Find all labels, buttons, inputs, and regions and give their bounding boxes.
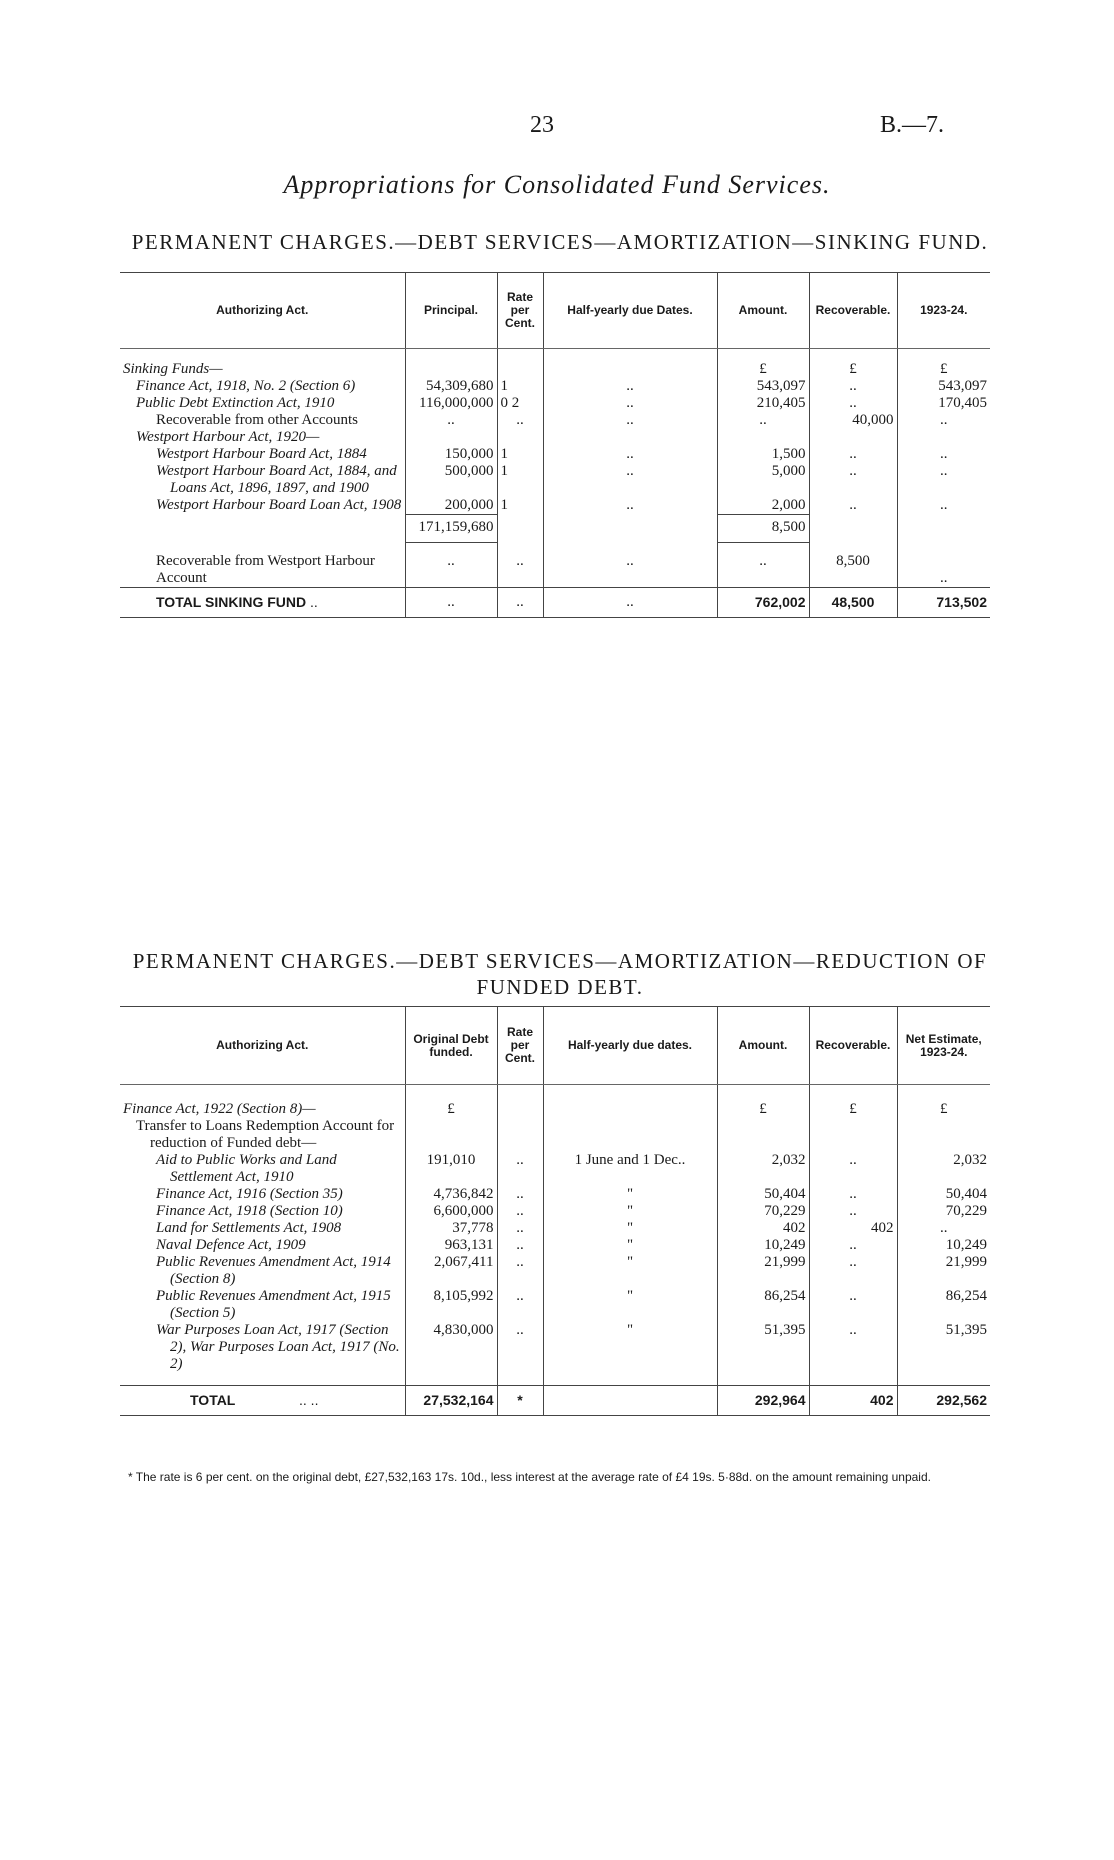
rate-cell: .. (497, 1152, 543, 1186)
total-row (120, 1386, 990, 1416)
amount-cell: 2,000 (717, 497, 809, 515)
act-name: Naval Defence Act, 1909 (156, 1237, 306, 1253)
recoverable-cell: .. (809, 1288, 897, 1322)
recoverable-cell: .. (809, 1203, 897, 1220)
dates-cell: .. (543, 587, 717, 617)
table-row (120, 1254, 990, 1288)
estimate-cell: 10,249 (897, 1237, 990, 1254)
section-description: Transfer to Loans Redemption Account for reduction of Funded debt— (136, 1118, 395, 1151)
estimate-cell: 21,999 (897, 1254, 990, 1288)
act-name: Recoverable from Westport Harbour Account (156, 552, 375, 586)
column-header: Authorizing Act. (120, 273, 405, 349)
table-header-row (120, 273, 990, 349)
estimate-cell: .. (897, 463, 990, 497)
rate-cell: .. (497, 1288, 543, 1322)
total-amount: 292,964 (717, 1386, 809, 1416)
act-name: Public Revenues Amendment Act, 1915 (Section 5) (156, 1288, 391, 1321)
table-row (120, 412, 990, 429)
amount-cell: 543,097 (717, 378, 809, 395)
recoverable-cell: .. (809, 446, 897, 463)
table-row (120, 1152, 990, 1186)
debt-cell: 4,736,842 (405, 1186, 497, 1203)
recoverable-cell: .. (809, 1322, 897, 1373)
rate-cell: 1 (497, 446, 543, 463)
dates-cell: " (543, 1203, 717, 1220)
recoverable-cell: 402 (809, 1220, 897, 1237)
dates-cell: " (543, 1186, 717, 1203)
document-reference: B.—7. (880, 112, 945, 138)
amount-cell: 1,500 (717, 446, 809, 463)
currency-symbol: £ (897, 361, 990, 378)
dates-cell: " (543, 1322, 717, 1373)
dates-cell: .. (543, 497, 717, 515)
page-number: 23 (530, 112, 554, 138)
column-header: 1923-24. (897, 273, 990, 349)
estimate-cell: .. (897, 412, 990, 429)
column-header: Authorizing Act. (120, 1007, 405, 1085)
debt-cell: 2,067,411 (405, 1254, 497, 1288)
column-header: Recoverable. (809, 273, 897, 349)
act-name: Westport Harbour Board Act, 1884, and Loans Act, 1896, 1897, and 1900 (156, 463, 397, 496)
dates-cell: .. (543, 463, 717, 497)
act-name: Finance Act, 1916 (Section 35) (156, 1186, 343, 1202)
table-row (120, 1186, 990, 1203)
rate-cell: 1 (497, 463, 543, 497)
act-name: Land for Settlements Act, 1908 (156, 1220, 342, 1236)
act-name: Aid to Public Works and Land Settlement Act, 1910 (156, 1152, 337, 1185)
amount-cell: 86,254 (717, 1288, 809, 1322)
rate-cell: .. (497, 412, 543, 429)
principal-cell: 150,000 (405, 446, 497, 463)
estimate-cell: 70,229 (897, 1203, 990, 1220)
amount-cell: 402 (717, 1220, 809, 1237)
amount-cell: .. (717, 553, 809, 588)
rate-cell: .. (497, 1220, 543, 1237)
total-label: TOTAL SINKING FUND .. (120, 587, 405, 617)
amount-cell: 210,405 (717, 395, 809, 412)
total-amount: 762,002 (717, 587, 809, 617)
act-name: Public Debt Extinction Act, 1910 (136, 395, 335, 411)
act-name: Westport Harbour Board Act, 1884 (156, 446, 367, 462)
amount-cell: 50,404 (717, 1186, 809, 1203)
dates-cell: " (543, 1254, 717, 1288)
estimate-cell: 170,405 (897, 395, 990, 412)
principal-cell: .. (405, 412, 497, 429)
act-name: War Purposes Loan Act, 1917 (Section 2), War Purposes Loan Act, 1917 (No. 2) (156, 1322, 400, 1372)
currency-symbol: £ (809, 361, 897, 378)
section-label: Sinking Funds— (123, 361, 223, 377)
amount-cell: 5,000 (717, 463, 809, 497)
principal-cell: 500,000 (405, 463, 497, 497)
recoverable-cell: 8,500 (809, 553, 897, 588)
table-row (120, 1101, 990, 1118)
table-row (120, 497, 990, 515)
recoverable-cell: .. (809, 395, 897, 412)
amount-cell: 10,249 (717, 1237, 809, 1254)
recoverable-cell: .. (809, 1254, 897, 1288)
currency-symbol: £ (809, 1101, 897, 1118)
footnote: * The rate is 6 per cent. on the original debt, £27,532,163 17s. 10d., less interest at the average rate of £4 19s. 5·88d. on the amount remaining unpaid. (128, 1470, 931, 1484)
recoverable-cell: .. (809, 378, 897, 395)
column-header: Amount. (717, 273, 809, 349)
table-row (120, 361, 990, 378)
column-header: Original Debt funded. (405, 1007, 497, 1085)
currency-symbol: £ (897, 1101, 990, 1118)
amount-cell: 21,999 (717, 1254, 809, 1288)
rate-cell: .. (497, 1237, 543, 1254)
total-recoverable: 402 (809, 1386, 897, 1416)
rate-cell: .. (497, 1254, 543, 1288)
amount-cell: .. (717, 412, 809, 429)
table-row (120, 1288, 990, 1322)
currency-symbol: £ (405, 1101, 497, 1118)
table-row (120, 1322, 990, 1373)
debt-cell: 6,600,000 (405, 1203, 497, 1220)
act-name: Recoverable from other Accounts (156, 412, 359, 428)
estimate-cell: 2,032 (897, 1152, 990, 1186)
currency-symbol: £ (717, 1101, 809, 1118)
dates-cell: .. (543, 378, 717, 395)
estimate-cell: .. (897, 1220, 990, 1237)
column-header: Amount. (717, 1007, 809, 1085)
total-row (120, 587, 990, 617)
rate-cell: .. (497, 1203, 543, 1220)
table-row (120, 1203, 990, 1220)
column-header: Net Estimate, 1923-24. (897, 1007, 990, 1085)
principal-cell: 116,000,000 (405, 395, 497, 412)
column-header: Half-yearly due dates. (543, 1007, 717, 1085)
table-row (120, 395, 990, 412)
recoverable-cell: .. (809, 497, 897, 515)
total-label: TOTAL .. .. (120, 1386, 405, 1416)
amount-cell: 51,395 (717, 1322, 809, 1373)
estimate-cell: .. (897, 446, 990, 463)
column-header: Principal. (405, 273, 497, 349)
recoverable-cell: 40,000 (809, 412, 897, 429)
table-row (120, 1220, 990, 1237)
principal-cell: 54,309,680 (405, 378, 497, 395)
subtotal-amount: 8,500 (717, 515, 809, 543)
act-name: Westport Harbour Board Loan Act, 1908 (156, 497, 402, 513)
amount-cell: 2,032 (717, 1152, 809, 1186)
estimate-cell: .. (897, 497, 990, 515)
dates-cell: .. (543, 446, 717, 463)
table-row (120, 553, 990, 588)
column-header: Recoverable. (809, 1007, 897, 1085)
act-name: Westport Harbour Act, 1920— (136, 429, 320, 445)
estimate-cell: .. (897, 553, 990, 588)
dates-cell: " (543, 1237, 717, 1254)
dates-cell: .. (543, 553, 717, 588)
total-recoverable: 48,500 (809, 587, 897, 617)
section-label: Finance Act, 1922 (Section 8)— (123, 1101, 316, 1117)
rate-cell: 0 2 (497, 395, 543, 412)
column-header: Half-yearly due Dates. (543, 273, 717, 349)
act-name: Public Revenues Amendment Act, 1914 (Section 8) (156, 1254, 391, 1287)
page-subtitle: Appropriations for Consolidated Fund Services. (283, 170, 831, 199)
reduction-heading: PERMANENT CHARGES.—DEBT SERVICES—AMORTIZATION—REDUCTION OF FUNDED DEBT. (132, 949, 988, 999)
estimate-cell: 51,395 (897, 1322, 990, 1373)
rate-cell: .. (497, 553, 543, 588)
principal-cell: .. (405, 553, 497, 588)
amount-cell: 70,229 (717, 1203, 809, 1220)
currency-symbol: £ (717, 361, 809, 378)
debt-cell: 37,778 (405, 1220, 497, 1237)
recoverable-cell: .. (809, 1237, 897, 1254)
rate-cell: .. (497, 587, 543, 617)
column-header: Rate per Cent. (497, 1007, 543, 1085)
total-debt: 27,532,164 (405, 1386, 497, 1416)
debt-cell: 4,830,000 (405, 1322, 497, 1373)
dates-cell: 1 June and 1 Dec.. (543, 1152, 717, 1186)
act-name: Finance Act, 1918, No. 2 (Section 6) (136, 378, 356, 394)
table-header-row (120, 1007, 990, 1085)
debt-cell: 191,010 (405, 1152, 497, 1186)
rate-cell: 1 (497, 497, 543, 515)
table-row (120, 1237, 990, 1254)
subtotal-principal: 171,159,680 (405, 515, 497, 543)
sinking-fund-table (120, 272, 990, 618)
debt-cell: 8,105,992 (405, 1288, 497, 1322)
recoverable-cell: .. (809, 1186, 897, 1203)
total-rate: * (497, 1386, 543, 1416)
table-row (120, 378, 990, 395)
estimate-cell: 543,097 (897, 378, 990, 395)
principal-cell: .. (405, 587, 497, 617)
total-estimate: 292,562 (897, 1386, 990, 1416)
estimate-cell: 86,254 (897, 1288, 990, 1322)
recoverable-cell: .. (809, 1152, 897, 1186)
estimate-cell: 50,404 (897, 1186, 990, 1203)
table-row (120, 446, 990, 463)
rate-cell: .. (497, 1186, 543, 1203)
rate-cell: .. (497, 1322, 543, 1373)
column-header: Rate per Cent. (497, 273, 543, 349)
table-row (120, 429, 990, 446)
dates-cell: .. (543, 412, 717, 429)
debt-cell: 963,131 (405, 1237, 497, 1254)
reduction-table (120, 1006, 990, 1416)
recoverable-cell: .. (809, 463, 897, 497)
principal-cell: 200,000 (405, 497, 497, 515)
dates-cell: " (543, 1288, 717, 1322)
sinking-fund-heading: PERMANENT CHARGES.—DEBT SERVICES—AMORTIZATION—SINKING FUND. (131, 230, 989, 254)
dates-cell: " (543, 1220, 717, 1237)
act-name: Finance Act, 1918 (Section 10) (156, 1203, 343, 1219)
dates-cell: .. (543, 395, 717, 412)
table-row (120, 463, 990, 497)
rate-cell: 1 (497, 378, 543, 395)
total-estimate: 713,502 (897, 587, 990, 617)
table-row (120, 1118, 990, 1152)
subtotal-row (120, 515, 990, 543)
